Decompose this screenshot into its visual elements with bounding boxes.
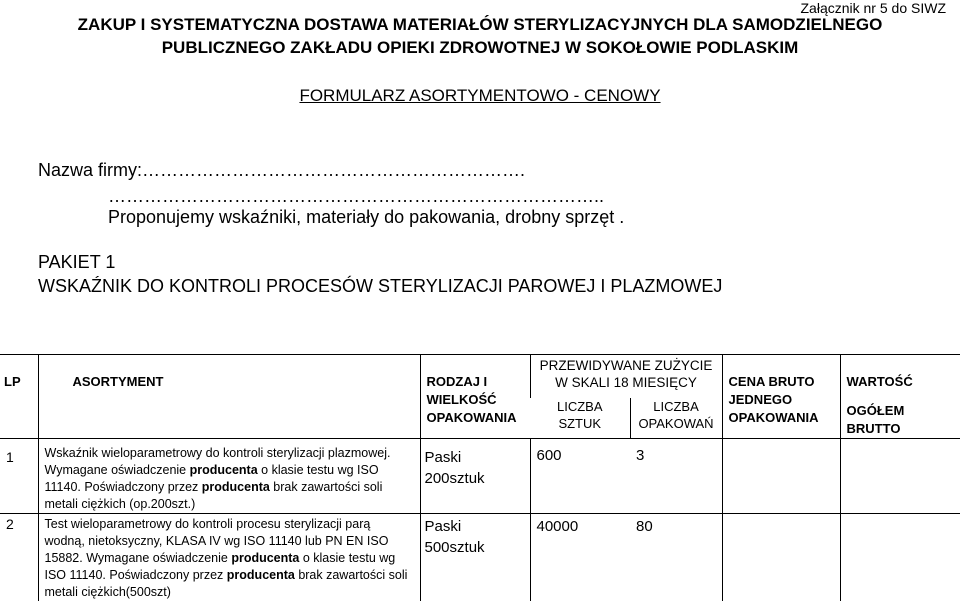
header-liczba-sztuk: LICZBA SZTUK xyxy=(530,398,630,432)
row-description: Test wieloparametrowy do kontroli procesu sterylizacji parą wodną, nietoksyczny, KLASA IV wg ISO 11140 lub PN EN ISO 15882. Wymagane oświadczenie producenta o klasie testu wg ISO 11140. Poświadczony przez producenta brak zawartości soli metali ciężkich(500szt) xyxy=(39,514,420,601)
header-rodzaj: RODZAJ I WIELKOŚĆ OPAKOWANIA xyxy=(421,355,530,427)
firm-name-field[interactable]: Nazwa firmy:………………………………………………………. xyxy=(38,160,525,181)
package-description: WSKAŹNIK DO KONTROLI PROCESÓW STERYLIZACJI PAROWEJ I PLAZMOWEJ xyxy=(38,276,722,297)
document-title-line-1: ZAKUP I SYSTEMATYCZNA DOSTAWA MATERIAŁÓW STERYLIZACYJNYCH DLA SAMODZIELNEGO xyxy=(0,15,960,35)
firm-name-dots[interactable]: ……………………………………………………………………….. xyxy=(108,186,604,207)
header-cena-brutto: CENA BRUTO JEDNEGO OPAKOWANIA xyxy=(723,355,840,427)
row-liczba-sztuk: 40000 xyxy=(531,514,631,535)
assortment-table xyxy=(0,354,960,601)
row-liczba-sztuk: 600 xyxy=(531,439,631,464)
document-title-line-2: PUBLICZNEGO ZAKŁADU OPIEKI ZDROWOTNEJ W SOKOŁOWIE PODLASKIM xyxy=(0,38,960,58)
row-cena-cell[interactable] xyxy=(723,514,840,594)
table-header-row xyxy=(0,355,960,398)
row-cena-cell[interactable] xyxy=(723,439,840,509)
annex-label: Załącznik nr 5 do SIWZ xyxy=(801,0,947,16)
header-asortyment: ASORTYMENT xyxy=(39,355,420,391)
header-liczba-opakowan: LICZBA OPAKOWAŃ xyxy=(631,398,722,432)
header-przewidywane: PRZEWIDYWANE ZUŻYCIE W SKALI 18 MIESIĘCY xyxy=(531,355,722,391)
form-title: FORMULARZ ASORTYMENTOWO - CENOWY xyxy=(0,86,960,106)
row-lp: 1 xyxy=(0,439,38,465)
table-row xyxy=(0,514,960,601)
row-description: Wskaźnik wieloparametrowy do kontroli sterylizacji plazmowej. Wymagane oświadczenie producenta o klasie testu wg ISO 11140. Poświadczony przez producenta brak zawartości soli metali ciężkich (op.200szt.) xyxy=(39,439,420,513)
row-liczba-opakowan: 80 xyxy=(630,514,722,535)
header-lp: LP xyxy=(0,355,38,391)
row-wartosc-cell[interactable] xyxy=(841,439,960,509)
row-package: Paski 200sztuk xyxy=(421,439,530,489)
row-package: Paski 500sztuk xyxy=(421,514,530,558)
package-name: PAKIET 1 xyxy=(38,252,115,273)
row-wartosc-cell[interactable] xyxy=(841,514,960,594)
header-wartosc: WARTOŚĆ OGÓŁEM BRUTTO xyxy=(841,355,960,438)
proposal-text: Proponujemy wskaźniki, materiały do pakowania, drobny sprzęt . xyxy=(108,207,624,228)
row-liczba-opakowan: 3 xyxy=(630,439,722,464)
table-row xyxy=(0,439,960,514)
row-lp: 2 xyxy=(0,514,38,532)
